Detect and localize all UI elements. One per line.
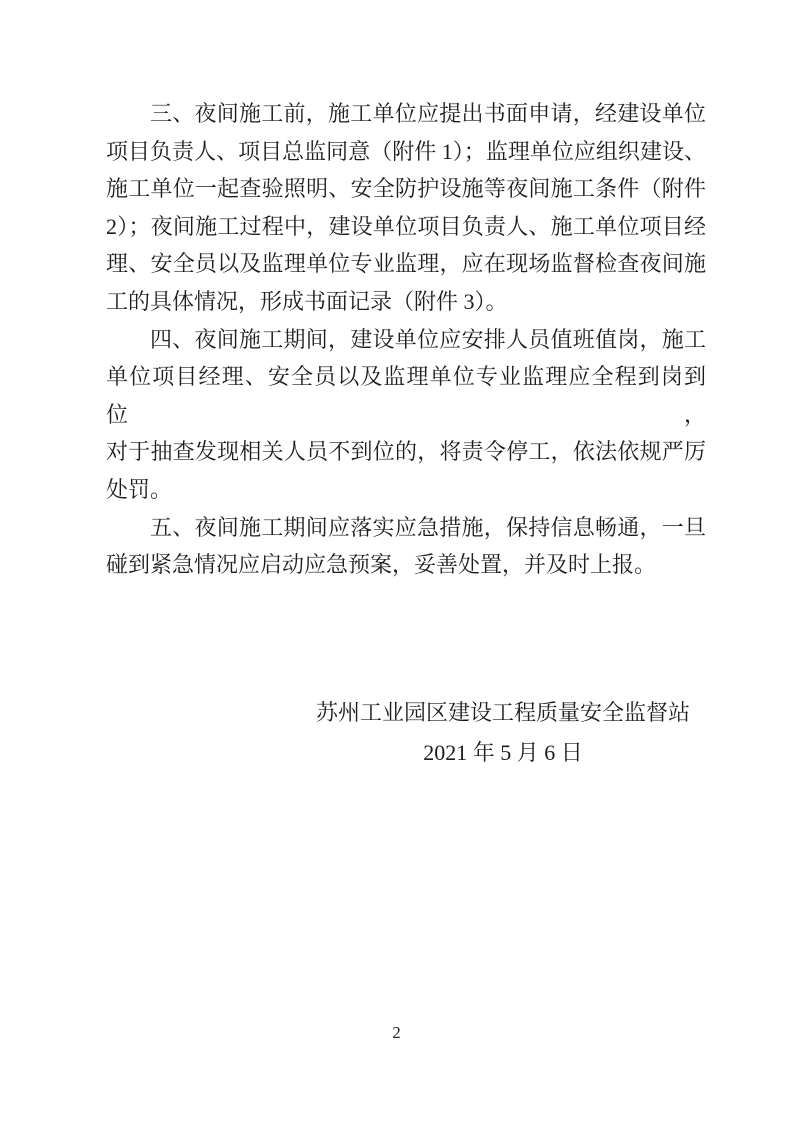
text-line: 单位项目经理、安全员以及监理单位专业监理应全程到岗到位， xyxy=(106,364,706,427)
text-line: 五、夜间施工期间应落实应急措施，保持信息畅通，一旦 xyxy=(150,514,706,540)
paragraph-item-3 xyxy=(106,95,706,321)
text-line: 处罚。 xyxy=(106,476,173,502)
text-line: 工的具体情况，形成书面记录（附件 3）。 xyxy=(106,288,508,314)
document-body xyxy=(106,95,706,584)
text-line: 对于抽查发现相关人员不到位的，将责令停工，依法依规严厉 xyxy=(106,439,706,465)
issuer-name: 苏州工业园区建设工程质量安全监督站 xyxy=(315,700,690,725)
paragraph-item-5 xyxy=(106,509,706,584)
text-line: 施工单位一起查验照明、安全防护设施等夜间施工条件（附件 xyxy=(106,176,706,202)
text-line: 理、安全员以及监理单位专业监理，应在现场监督检查夜间施 xyxy=(106,251,706,277)
text-line: 2）；夜间施工过程中，建设单位项目负责人、施工单位项目经 xyxy=(106,213,706,239)
text-line: 项目负责人、项目总监同意（附件 1）；监理单位应组织建设、 xyxy=(106,138,706,164)
text-line: 碰到紧急情况应启动应急预案，妥善处置，并及时上报。 xyxy=(106,552,657,578)
text-line: 四、夜间施工期间，建设单位应安排人员值班值岗，施工 xyxy=(150,326,706,352)
signature-block xyxy=(316,693,690,773)
issue-date: 2021 年 5 月 6 日 xyxy=(423,740,583,765)
page-number: 2 xyxy=(392,1023,401,1042)
text-line: 三、夜间施工前，施工单位应提出书面申请，经建设单位 xyxy=(150,101,706,126)
paragraph-item-4 xyxy=(106,321,706,509)
